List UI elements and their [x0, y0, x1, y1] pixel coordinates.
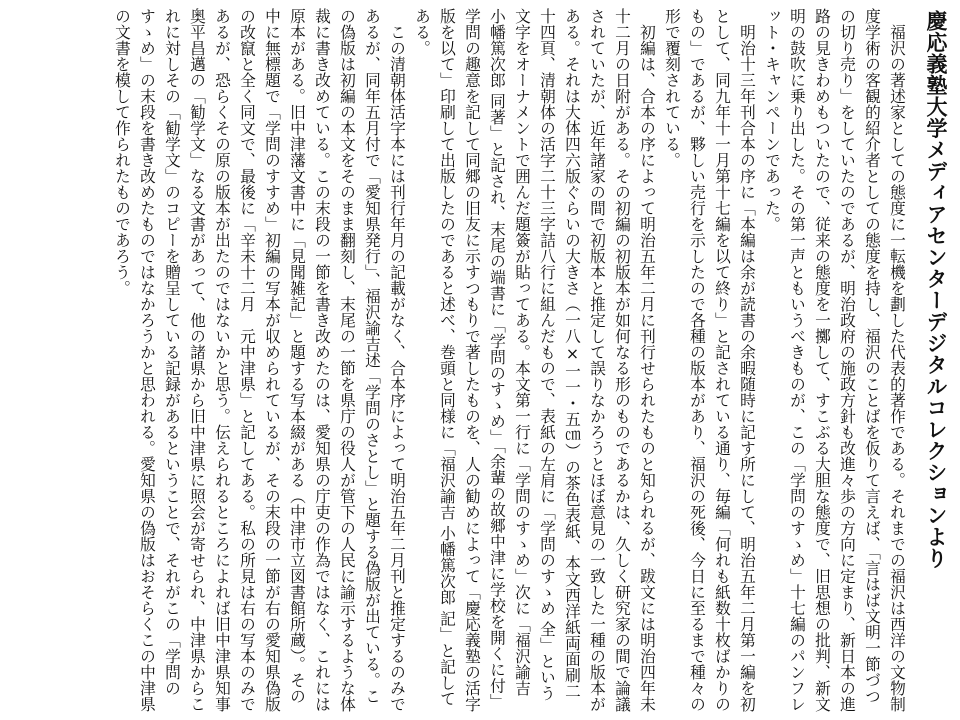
body-paragraph: 初編は、合本の序によって明治五年二月に刊行せられたものと知られるが、跋文には明治四年未十二月の日附がある。その初編の初版本が如何なる形のものであるかは、久しく研究家の間で論議されていたが、近年諸家の間で初版本と推定して誤りなかろうとほぼ意見の一致した一種の版本がある。それは大体四六版ぐらいの大きさ（一八×一一・五㎝）の茶色表紙、本文西洋紙両面刷二十四頁、清朝体の活字二十三字詰八行に組んだもので、表紙の左肩に「学問のすゝめ 全」という文字をオーナメントで囲んだ題簽が貼ってある。本文第一行に「学問のすゝめ」次に「福沢諭吉 小幡篤次郎 同著」と記され、末尾の端書に「学問のすゝめ」「余輩の故郷中津に学校を開くに付」学問の趣意を記して同郷の旧友に示すつもりで著したものを、人の勧めによって「慶応義塾の活字版を以て」印刷して出版したのであると述べ、巻頭と同様に「福沢諭吉 小幡篤次郎 記」と記してある。	[413, 8, 657, 712]
document-body	[28, 8, 910, 714]
document-title: 慶応義塾大学メディアセンターデジタルコレクションより	[924, 10, 948, 569]
body-paragraph: 福沢の著述家としての態度に一転機を劃した代表的著作である。それまでの福沢は西洋の文物制度学術の客観的紹介者としての態度を持し、福沢のことばを仮りて言えば、「言はば文明一節づつの切り売り」をしていたのであるが、明治政府の施政方針も改進々歩の方向に定まり、新日本の進路の見きわめもついたので、従来の態度を一擲して、すこぶる大胆な態度で、旧思想の批判、新文明の鼓吹に乗り出した。その第一声ともいうべきものが、この「学問のすゝめ」十七編のパンフレット・キャンペーンであった。	[763, 8, 907, 712]
body-paragraph: この清朝体活字本には刊行年月の記載がなく、合本序によって明治五年二月刊と推定するのみであるが、同年五月付で「愛知県発行」、福沢諭吉述「学問のさとし」と題する偽版が出ている。この偽版は初編の本文をそのまま翻刻し、末尾の一節を県庁の役人が管下の人民に諭示するような体裁に書き改めている。この末段の一節を書き改めたのは、愛知県の庁吏の作為ではなく、これには原本がある。旧中津藩文書中に「見聞雑記」と題する写本綴がある（中津市立図書館所蔵）。その中に無標題で「学問のすすめ」初編の写本が収められているが、その末段の一節が右の愛知県偽版の改竄と全く同文で、最後に「辛未十二月 元中津県」と記してある。私の所見は右の写本のみであるが、恐らくその原の版本が出たのではないかと思う。伝えられるところによれば旧中津県知事奥平昌邁の「勧学文」なる文書があって、他の諸県から旧中津県に照会が寄せられ、中津県からこれに対しその「勧学文」のコピーを贈呈している記録があるということで、それがこの「学問のすゝめ」の末段を書き改めたものではなかろうかと思われる。愛知県の偽版はおそらくこの中津県の文書を模して作られたものであろう。	[113, 8, 407, 712]
body-paragraph: 明治十三年刊合本の序に「本編は余が読書の余暇随時に記す所にして、明治五年二月第一編を初として、同九年十一月第十七編を以て終り」と記されている通り、毎編「何れも紙数十枚ばかりのもの」であるが、夥しい売行を示したので各種の版本があり、福沢の死後、今日に至るまで種々の形で覆刻されている。	[663, 8, 757, 712]
